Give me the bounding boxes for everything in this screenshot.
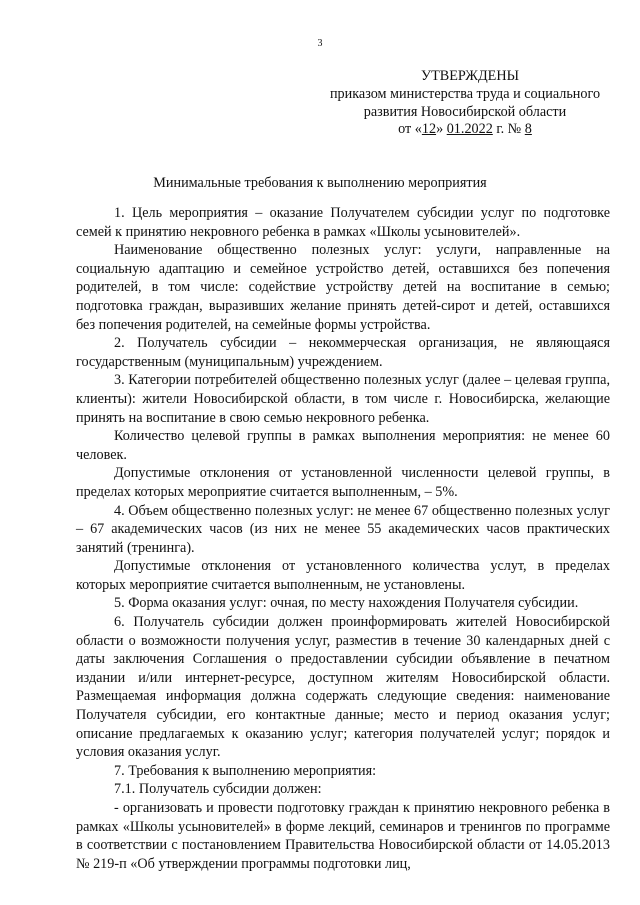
approval-title: УТВЕРЖДЕНЫ (421, 68, 519, 84)
page-number: 3 (317, 38, 323, 49)
paragraph: 6. Получатель субсидии должен проинформировать жителей Новосибирской области о возможности получения услуг, разместив в течение 30 календарных дней с даты заключения Соглашения о предоставлении субсидии объявление в печатном издании и/или интернет-ресурсе, доступном жителям Новосибирской области. Размещаемая информация должна содержать следующие сведения: наименование Получателя субсидии, его контактные данные; место и период оказания услуг; описание предлагаемых к оказанию услуг; категория получателей услуг; порядок и условия оказания услуг. (76, 614, 610, 761)
paragraph: 2. Получатель субсидии – некоммерческая организация, не являющаяся государственным (муниципальным) учреждением. (76, 335, 610, 370)
paragraph: 1. Цель мероприятия – оказание Получателем субсидии услуг по подготовке семей к принятию некровного ребенка в рамках «Школы усыновителей». (76, 205, 610, 240)
paragraph: Допустимые отклонения от установленного количества услут, в пределах которых мероприятие считается выполненным, не установлены. (76, 558, 610, 593)
approval-line-2: развития Новосибирской области (363, 103, 567, 120)
approval-day: 12 (421, 121, 437, 138)
paragraph: 5. Форма оказания услуг: очная, по месту нахождения Получателя субсидии. (114, 595, 579, 612)
approval-date-line (300, 121, 630, 139)
paragraph: 7.1. Получатель субсидии должен: (114, 781, 322, 798)
paragraph: 3. Категории потребителей общественно полезных услуг (далее – целевая группа, клиенты): жители Новосибирской области, в том числе г. Новосибирска, желающие принять на воспитание в свою семью некровного ребенка. (76, 372, 610, 426)
paragraph: Количество целевой группы в рамках выполнения мероприятия: не менее 60 человек. (76, 428, 610, 463)
paragraph: 4. Объем общественно полезных услуг: не менее 67 общественно полезных услуг – 67 академических часов (из них не менее 55 академических часов практических занятий (тренинга). (76, 502, 610, 556)
paragraph: - организовать и провести подготовку граждан к принятию некровного ребенка в рамках «Школы усыновителей» в форме лекций, семинаров и тренингов по программе в соответствии с постановлением Правительства Новосибирской области от 14.05.2013 № 219-п «Об утверждении программы подготовки лиц, (76, 800, 610, 872)
approval-block (300, 68, 630, 139)
approval-line-1: приказом министерства труда и социального (329, 85, 601, 102)
document-body (76, 204, 610, 873)
approval-month-year: 01.2022 (446, 121, 493, 138)
approval-number: 8 (524, 121, 532, 138)
paragraph: Допустимые отклонения от установленной численности целевой группы, в пределах которых мероприятие считается выполненным, – 5%. (76, 465, 610, 500)
approval-date-mid: » (436, 121, 447, 138)
paragraph: 7. Требования к выполнению мероприятия: (114, 762, 377, 779)
paragraph: Наименование общественно полезных услуг: услуги, направленные на социальную адаптацию и семейное устройство детей, оставшихся без попечения родителей, в том числе: содействие устройству детей на воспитание в семью; подготовка граждан, выразивших желание принять детей-сирот и детей, оставшихся без попечения родителей, на семейные формы устройства. (76, 242, 610, 333)
approval-date-suffix: г. № (492, 121, 525, 138)
document-title: Минимальные требования к выполнению мероприятия (153, 175, 487, 191)
approval-date-prefix: от « (398, 121, 422, 138)
